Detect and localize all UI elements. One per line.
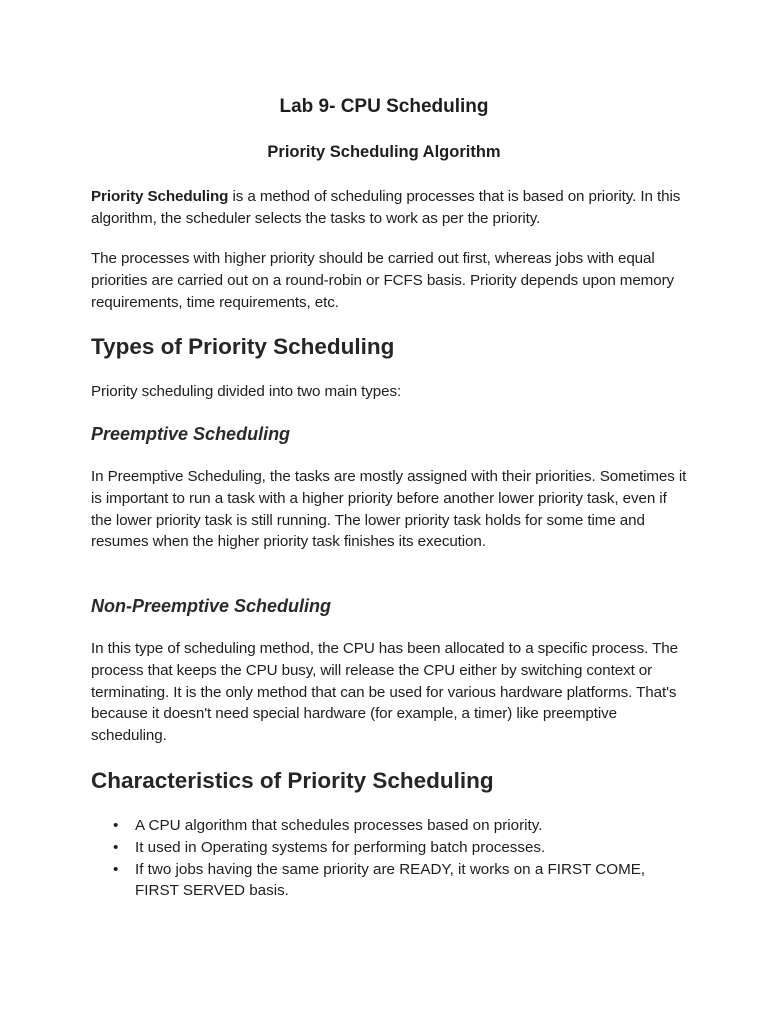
- types-heading: Types of Priority Scheduling: [91, 334, 395, 359]
- list-item-text: It used in Operating systems for performing batch processes.: [135, 838, 546, 856]
- list-item: [91, 815, 691, 837]
- characteristics-list: [91, 815, 691, 902]
- bullet-icon: •: [113, 817, 119, 834]
- bullet-icon: •: [113, 838, 119, 856]
- list-item: [91, 837, 691, 859]
- list-item-text: A CPU algorithm that schedules processes based on priority.: [135, 817, 543, 834]
- characteristics-heading: Characteristics of Priority Scheduling: [91, 768, 494, 793]
- bullet-icon: •: [113, 860, 119, 878]
- list-item-text: If two jobs having the same priority are READY, it works on a FIRST COME, FIRST SERVED basis.: [135, 860, 646, 900]
- intro-paragraph: [91, 186, 691, 230]
- intro-bold-term: Priority Scheduling: [91, 188, 229, 205]
- preemptive-paragraph: In Preemptive Scheduling, the tasks are mostly assigned with their priorities. Sometimes it is important to run a task with a higher priority before another lower priority task, even if the lower priority task is still running. The lower priority task holds for some time and resumes when the higher priority task finishes its execution.: [91, 468, 687, 551]
- page-subtitle: Priority Scheduling Algorithm: [267, 143, 501, 161]
- list-item: [91, 859, 691, 903]
- nonpreemptive-heading: Non-Preemptive Scheduling: [91, 596, 332, 616]
- priority-description-paragraph: The processes with higher priority should be carried out first, whereas jobs with equal priorities are carried out on a round-robin or FCFS basis. Priority depends upon memory requirements, time requirements, etc.: [91, 250, 675, 311]
- page-title: Lab 9- CPU Scheduling: [279, 96, 489, 117]
- nonpreemptive-paragraph: In this type of scheduling method, the CPU has been allocated to a specific process. The process that keeps the CPU busy, will release the CPU either by switching context or terminating. It is the only method that can be used for various hardware platforms. That's because it doesn't need special hardware (for example, a timer) like preemptive scheduling.: [91, 640, 678, 745]
- types-intro-paragraph: Priority scheduling divided into two main types:: [91, 383, 402, 400]
- intro-text: is a method of scheduling processes that is based on priority. In this algorithm, the scheduler selects the tasks to work as per the priority.: [91, 188, 681, 227]
- preemptive-heading: Preemptive Scheduling: [91, 424, 291, 444]
